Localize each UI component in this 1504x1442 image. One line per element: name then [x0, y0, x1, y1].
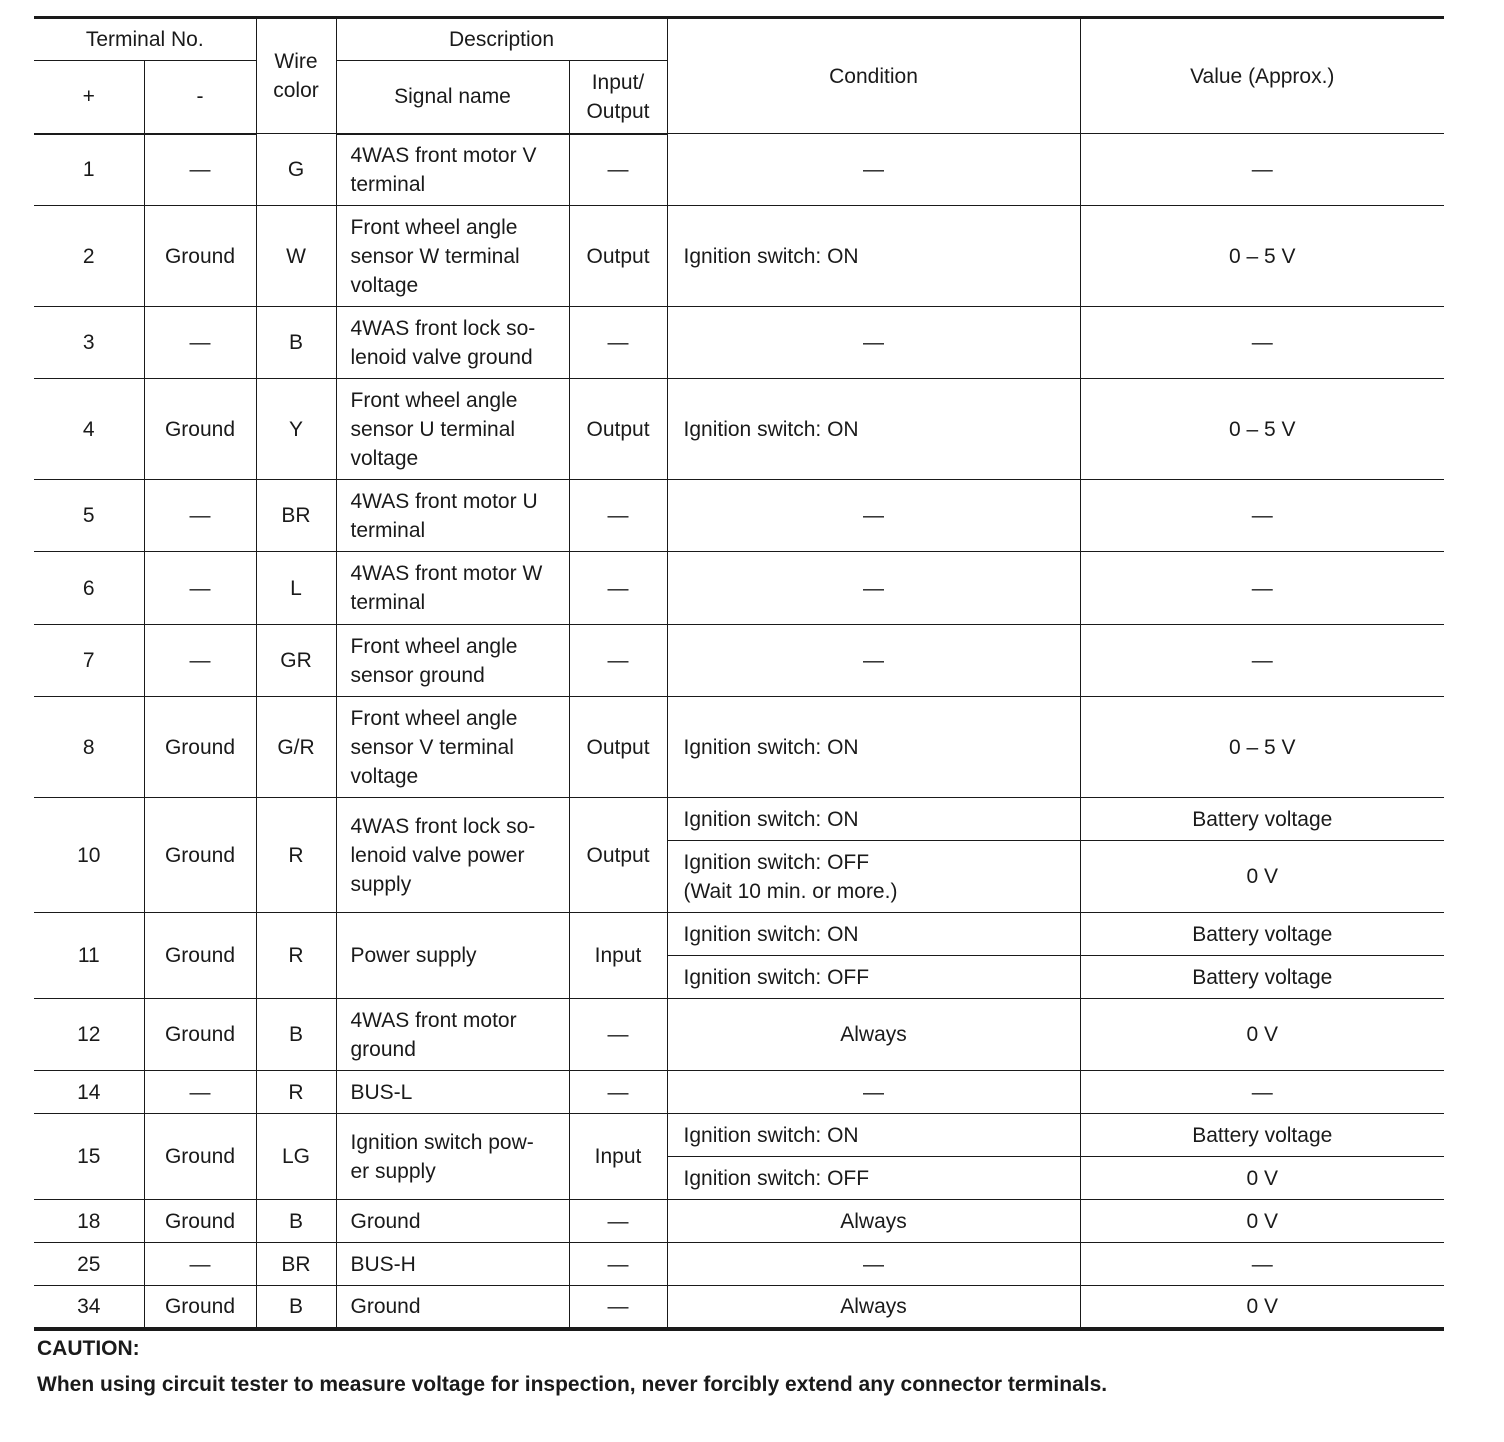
wire-color: LG — [256, 1114, 336, 1200]
wire-color: R — [256, 1071, 336, 1114]
value: — — [1080, 307, 1444, 379]
terminal-minus: — — [144, 1243, 256, 1286]
terminal-plus: 25 — [34, 1243, 144, 1286]
signal-name: 4WAS front lock so- lenoid valve ground — [336, 307, 569, 379]
table-row — [34, 379, 1444, 480]
terminal-minus: — — [144, 134, 256, 206]
table-row — [34, 552, 1444, 625]
wire-color: W — [256, 206, 336, 307]
condition: Ignition switch: ON — [667, 1114, 1080, 1157]
condition: Ignition switch: ON — [667, 379, 1080, 480]
value: 0 – 5 V — [1080, 697, 1444, 798]
terminal-plus: 5 — [34, 480, 144, 552]
value: Battery voltage — [1080, 913, 1444, 956]
terminal-minus: Ground — [144, 1114, 256, 1200]
table-row — [34, 913, 1444, 956]
header-input-output: Input/ Output — [569, 61, 667, 134]
wire-color: G/R — [256, 697, 336, 798]
wire-color: B — [256, 1200, 336, 1243]
terminal-plus: 14 — [34, 1071, 144, 1114]
terminal-plus: 6 — [34, 552, 144, 625]
terminal-minus: Ground — [144, 1286, 256, 1329]
terminal-plus: 7 — [34, 625, 144, 697]
signal-name: Front wheel angle sensor U terminal voltage — [336, 379, 569, 480]
signal-name: BUS-L — [336, 1071, 569, 1114]
terminal-plus: 8 — [34, 697, 144, 798]
terminal-plus: 34 — [34, 1286, 144, 1329]
table-row — [34, 1243, 1444, 1286]
terminal-minus: Ground — [144, 1200, 256, 1243]
table-row — [34, 307, 1444, 379]
terminal-plus: 15 — [34, 1114, 144, 1200]
terminal-plus: 2 — [34, 206, 144, 307]
value: Battery voltage — [1080, 798, 1444, 841]
table-row — [34, 1286, 1444, 1329]
signal-name: Front wheel angle sensor ground — [336, 625, 569, 697]
condition: — — [667, 307, 1080, 379]
terminal-minus: Ground — [144, 379, 256, 480]
header-signal-name: Signal name — [336, 61, 569, 134]
value: 0 V — [1080, 1200, 1444, 1243]
value: Battery voltage — [1080, 956, 1444, 999]
input-output: — — [569, 134, 667, 206]
signal-name: Ignition switch pow- er supply — [336, 1114, 569, 1200]
terminal-plus: 18 — [34, 1200, 144, 1243]
header-description: Description — [336, 18, 667, 61]
terminal-minus: — — [144, 1071, 256, 1114]
signal-name: 4WAS front motor U terminal — [336, 480, 569, 552]
signal-name: Front wheel angle sensor W terminal voltage — [336, 206, 569, 307]
condition: Ignition switch: OFF — [667, 956, 1080, 999]
terminal-minus: — — [144, 480, 256, 552]
caution-text: When using circuit tester to measure voltage for inspection, never forcibly extend any connector terminals. — [37, 1373, 1108, 1396]
condition: Ignition switch: ON — [667, 206, 1080, 307]
input-output: Output — [569, 798, 667, 913]
input-output: — — [569, 1286, 667, 1329]
value: 0 – 5 V — [1080, 206, 1444, 307]
terminal-plus: 12 — [34, 999, 144, 1071]
terminal-plus: 1 — [34, 134, 144, 206]
signal-name: 4WAS front motor W terminal — [336, 552, 569, 625]
header-condition: Condition — [667, 18, 1080, 134]
input-output: Output — [569, 697, 667, 798]
input-output: — — [569, 480, 667, 552]
input-output: Input — [569, 1114, 667, 1200]
header-plus: + — [34, 61, 144, 134]
table-row — [34, 480, 1444, 552]
condition: — — [667, 552, 1080, 625]
wire-color: B — [256, 999, 336, 1071]
condition: — — [667, 625, 1080, 697]
table-row — [34, 206, 1444, 307]
value: Battery voltage — [1080, 1114, 1444, 1157]
condition: Ignition switch: OFF (Wait 10 min. or more.) — [667, 841, 1080, 913]
wire-color: L — [256, 552, 336, 625]
table-row — [34, 1071, 1444, 1114]
table-row — [34, 999, 1444, 1071]
input-output: Output — [569, 379, 667, 480]
header-terminal-no: Terminal No. — [34, 18, 256, 61]
condition: — — [667, 134, 1080, 206]
terminal-minus: — — [144, 307, 256, 379]
input-output: — — [569, 1243, 667, 1286]
table-body — [34, 134, 1444, 1329]
table-row — [34, 1114, 1444, 1157]
terminal-plus: 11 — [34, 913, 144, 999]
value: — — [1080, 134, 1444, 206]
wire-color: B — [256, 307, 336, 379]
condition: — — [667, 1071, 1080, 1114]
input-output: — — [569, 307, 667, 379]
terminal-minus: Ground — [144, 798, 256, 913]
input-output: — — [569, 1200, 667, 1243]
terminal-minus: Ground — [144, 913, 256, 999]
wire-color: BR — [256, 1243, 336, 1286]
wire-color: R — [256, 798, 336, 913]
input-output: — — [569, 999, 667, 1071]
wire-color: G — [256, 134, 336, 206]
table-row — [34, 134, 1444, 206]
input-output: Input — [569, 913, 667, 999]
value: 0 V — [1080, 999, 1444, 1071]
signal-name: BUS-H — [336, 1243, 569, 1286]
value: — — [1080, 480, 1444, 552]
value: 0 – 5 V — [1080, 379, 1444, 480]
table-header — [34, 18, 1444, 134]
signal-name: 4WAS front motor ground — [336, 999, 569, 1071]
condition: Always — [667, 1200, 1080, 1243]
input-output: — — [569, 625, 667, 697]
value: 0 V — [1080, 1157, 1444, 1200]
signal-name: Ground — [336, 1286, 569, 1329]
condition: Always — [667, 1286, 1080, 1329]
terminal-minus: Ground — [144, 697, 256, 798]
value: 0 V — [1080, 1286, 1444, 1329]
signal-name: Power supply — [336, 913, 569, 999]
value: — — [1080, 1071, 1444, 1114]
input-output: Output — [569, 206, 667, 307]
wire-color: Y — [256, 379, 336, 480]
wire-color: B — [256, 1286, 336, 1329]
input-output: — — [569, 1071, 667, 1114]
table-row — [34, 1200, 1444, 1243]
value: — — [1080, 625, 1444, 697]
wire-color: R — [256, 913, 336, 999]
header-value: Value (Approx.) — [1080, 18, 1444, 134]
header-minus: - — [144, 61, 256, 134]
terminal-plus: 10 — [34, 798, 144, 913]
terminal-plus: 3 — [34, 307, 144, 379]
condition: — — [667, 1243, 1080, 1286]
condition: Ignition switch: ON — [667, 913, 1080, 956]
condition: Always — [667, 999, 1080, 1071]
signal-name: Front wheel angle sensor V terminal voltage — [336, 697, 569, 798]
table-row — [34, 798, 1444, 841]
signal-name: 4WAS front lock so- lenoid valve power supply — [336, 798, 569, 913]
wire-color: GR — [256, 625, 336, 697]
terminal-minus: Ground — [144, 206, 256, 307]
input-output: — — [569, 552, 667, 625]
terminal-table — [34, 16, 1444, 1331]
value: — — [1080, 552, 1444, 625]
signal-name: 4WAS front motor V terminal — [336, 134, 569, 206]
signal-name: Ground — [336, 1200, 569, 1243]
condition: Ignition switch: ON — [667, 798, 1080, 841]
caution-title: CAUTION: — [37, 1337, 140, 1360]
condition: Ignition switch: OFF — [667, 1157, 1080, 1200]
value: 0 V — [1080, 841, 1444, 913]
terminal-minus: — — [144, 552, 256, 625]
terminal-plus: 4 — [34, 379, 144, 480]
terminal-minus: — — [144, 625, 256, 697]
condition: — — [667, 480, 1080, 552]
wire-color: BR — [256, 480, 336, 552]
terminal-minus: Ground — [144, 999, 256, 1071]
value: — — [1080, 1243, 1444, 1286]
table-row — [34, 697, 1444, 798]
header-wire-color: Wire color — [256, 18, 336, 134]
table-row — [34, 625, 1444, 697]
condition: Ignition switch: ON — [667, 697, 1080, 798]
